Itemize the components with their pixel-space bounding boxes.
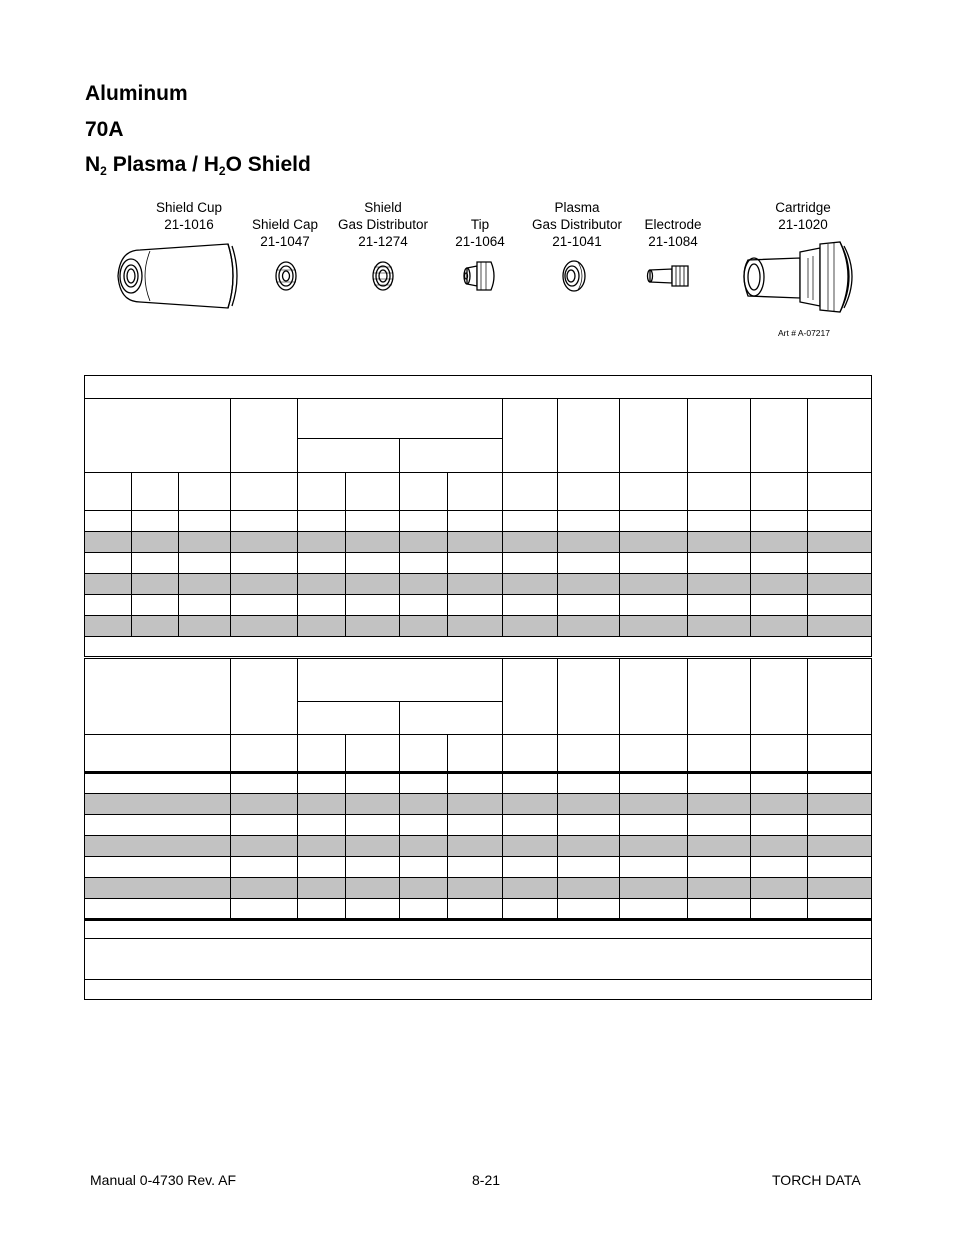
table-row [85,794,872,815]
header-cell [620,659,688,735]
part-shield-cap-label: Shield Cap 21-1047 [251,217,319,249]
table-row [85,773,872,794]
header-cell [558,399,620,473]
part-tip-label: Tip 21-1064 [455,217,505,249]
electrode-drawing [648,266,689,286]
cutting-data-table-top [84,375,872,657]
cartridge-drawing [744,242,852,312]
table-row [85,532,872,553]
header-cell [298,439,400,473]
part-plasma-gas-distributor-label: Plasma Gas Distributor 21-1041 [531,200,623,249]
table-row [85,878,872,899]
heading-amperage: 70A [85,118,124,141]
part-shield-cup-label: Shield Cup 21-1016 [155,200,223,232]
footer-manual-number: Manual 0-4730 Rev. AF [90,1172,237,1188]
header-cell [751,399,808,473]
part-cartridge-label: Cartridge 21-1020 [775,200,831,232]
separator-cell [85,920,872,939]
header-cell [503,399,558,473]
header-cell [620,399,688,473]
units-row [85,735,872,773]
table-top-title-cell [85,376,872,399]
header-cell [231,659,298,735]
table-row [85,857,872,878]
header-cell [808,659,872,735]
notes-cell [85,939,872,980]
heading-material: Aluminum [85,82,188,105]
header-cell [298,399,503,439]
header-cell [688,659,751,735]
header-cell [298,659,503,702]
table-row [85,553,872,574]
shield-cap-drawing [276,262,296,290]
torch-parts-illustration [100,236,870,336]
header-cell [231,399,298,473]
table-row [85,511,872,532]
cutting-data-table-bottom [84,658,872,1000]
part-electrode-label: Electrode 21-1084 [644,217,702,249]
footer-page-number: 8-21 [472,1172,501,1188]
plasma-gas-distributor-drawing [563,261,585,291]
notes-cell [85,980,872,1000]
header-cell [298,702,400,735]
table-row [85,815,872,836]
header-cell [85,399,231,473]
header-cell [85,659,231,735]
table-row [85,899,872,920]
header-cell [688,399,751,473]
table-row [85,574,872,595]
header-cell [400,702,503,735]
art-number: Art # A-07217 [778,328,830,338]
header-cell [558,659,620,735]
header-cell [808,399,872,473]
separator-cell [85,637,872,657]
shield-gas-distributor-drawing [373,262,393,290]
table-row [85,595,872,616]
table-row [85,836,872,857]
table-row [85,616,872,637]
units-row [85,473,872,511]
part-shield-gas-distributor-label: Shield Gas Distributor 21-1274 [337,200,429,249]
header-cell [503,659,558,735]
header-cell [400,439,503,473]
shield-cup-drawing [118,244,237,308]
heading-gas: $N_2$ Plasma / $H_2O$ Shield [85,153,311,178]
tip-drawing [464,262,494,290]
footer-section-title: TORCH DATA [772,1172,861,1188]
header-cell [751,659,808,735]
